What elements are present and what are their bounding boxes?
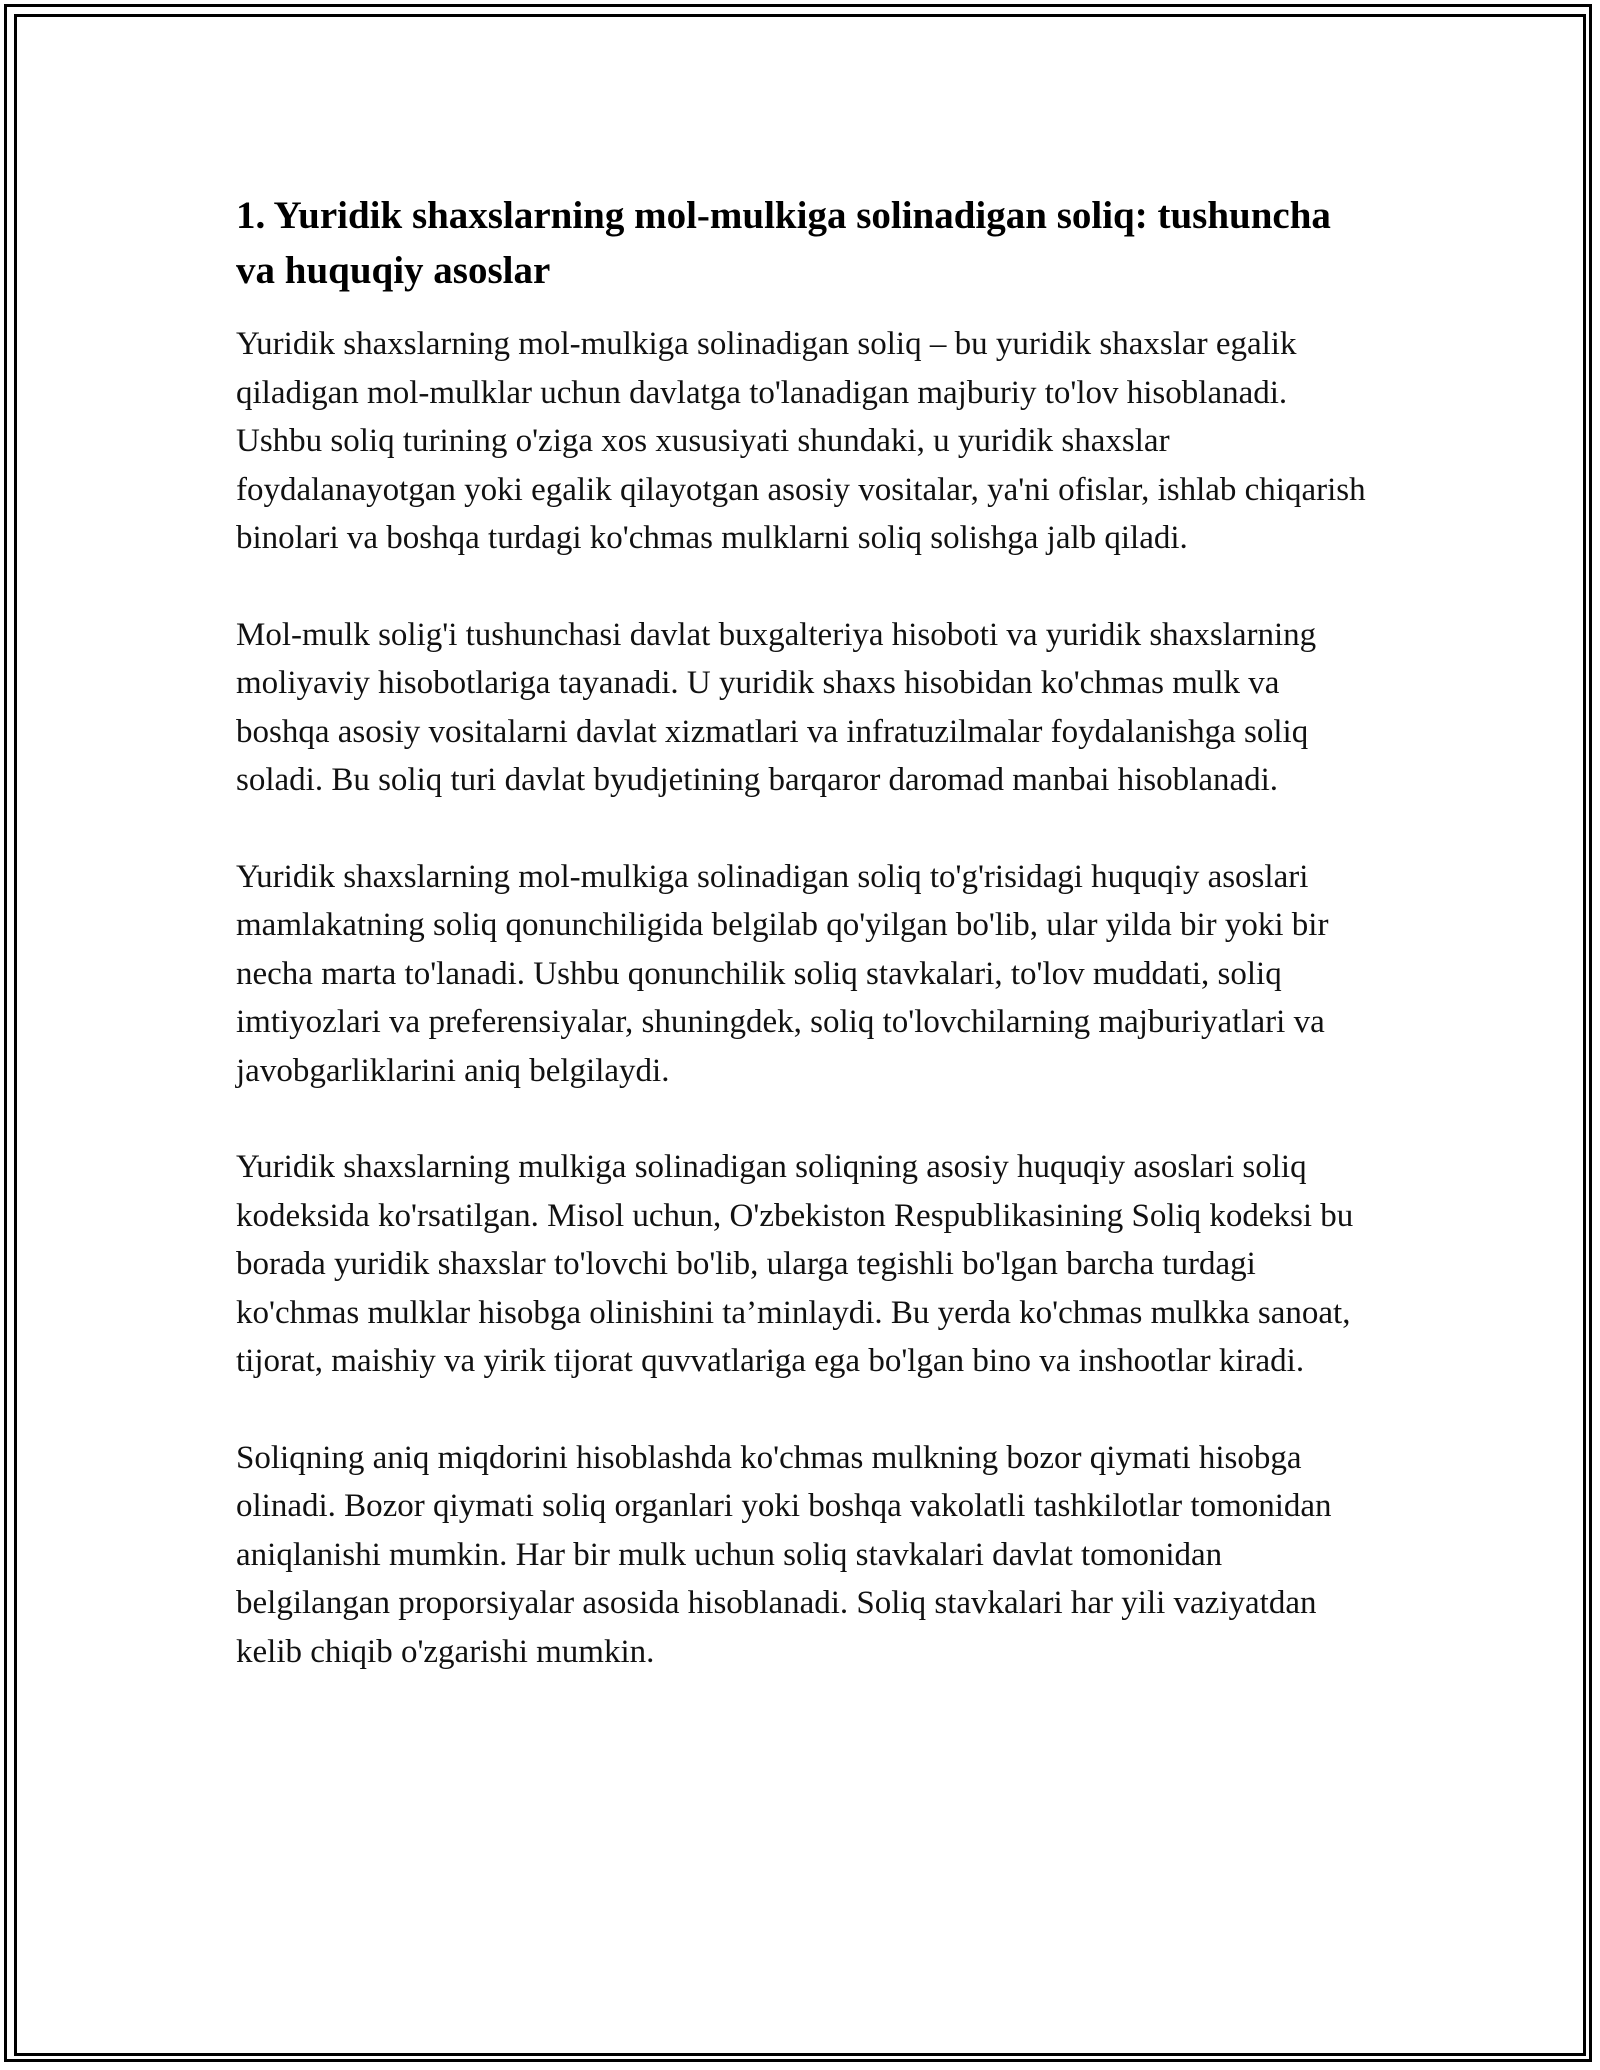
paragraph-5: Soliqning aniq miqdorini hisoblashda ko'chmas mulkning bozor qiymati hisobga olinadi. Bozor qiymati soliq organlari yoki boshqa vakolatli tashkilotlar tomonidan aniqlanishi mumkin. Har bir mulk uchun soliq stavkalari davlat tomonidan belgilangan proporsiyalar asosida hisoblanadi. Soliq stavkalari har yili vaziyatdan kelib chiqib o'zgarishi mumkin.	[236, 1439, 1332, 1670]
section-heading: 1. Yuridik shaxslarning mol-mulkiga solinadigan soliq: tushuncha va huquqiy asoslar	[236, 194, 1331, 292]
document-body	[236, 188, 1366, 1724]
paragraph-1: Yuridik shaxslarning mol-mulkiga solinadigan soliq – bu yuridik shaxslar egalik qiladigan mol-mulklar uchun davlatga to'lanadigan majburiy to'lov hisoblanadi. Ushbu soliq turining o'ziga xos xususiyati shundaki, u yuridik shaxslar foydalanayotgan yoki egalik qilayotgan asosiy vositalar, ya'ni ofislar, ishlab chiqarish binolari va boshqa turdagi ko'chmas mulklarni soliq solishga jalb qiladi.	[236, 326, 1366, 556]
paragraph-2: Mol-mulk solig'i tushunchasi davlat buxgalteriya hisoboti va yuridik shaxslarning moliyaviy hisobotlariga tayanadi. U yuridik shaxs hisobidan ko'chmas mulk va boshqa asosiy vositalarni davlat xizmatlari va infratuzilmalar foydalanishga soliq soladi. Bu soliq turi davlat byudjetining barqaror daromad manbai hisoblanadi.	[236, 616, 1317, 798]
paragraph-4: Yuridik shaxslarning mulkiga solinadigan soliqning asosiy huquqiy asoslari soliq kodeksida ko'rsatilgan. Misol uchun, O'zbekiston Respublikasining Soliq kodeksi bu borada yuridik shaxslar to'lovchi bo'lib, ularga tegishli bo'lgan barcha turdagi ko'chmas mulklar hisobga olinishini ta’minlaydi. Bu yerda ko'chmas mulkka sanoat, tijorat, maishiy va yirik tijorat quvvatlariga ega bo'lgan bino va inshootlar kiradi.	[236, 1149, 1354, 1379]
paragraph-3: Yuridik shaxslarning mol-mulkiga solinadigan soliq to'g'risidagi huquqiy asoslari mamlakatning soliq qonunchiligida belgilab qo'yilgan bo'lib, ular yilda bir yoki bir necha marta to'lanadi. Ushbu qonunchilik soliq stavkalari, to'lov muddati, soliq imtiyozlari va preferensiyalar, shuningdek, soliq to'lovchilarning majburiyatlari va javobgarliklarini aniq belgilaydi.	[236, 858, 1329, 1089]
